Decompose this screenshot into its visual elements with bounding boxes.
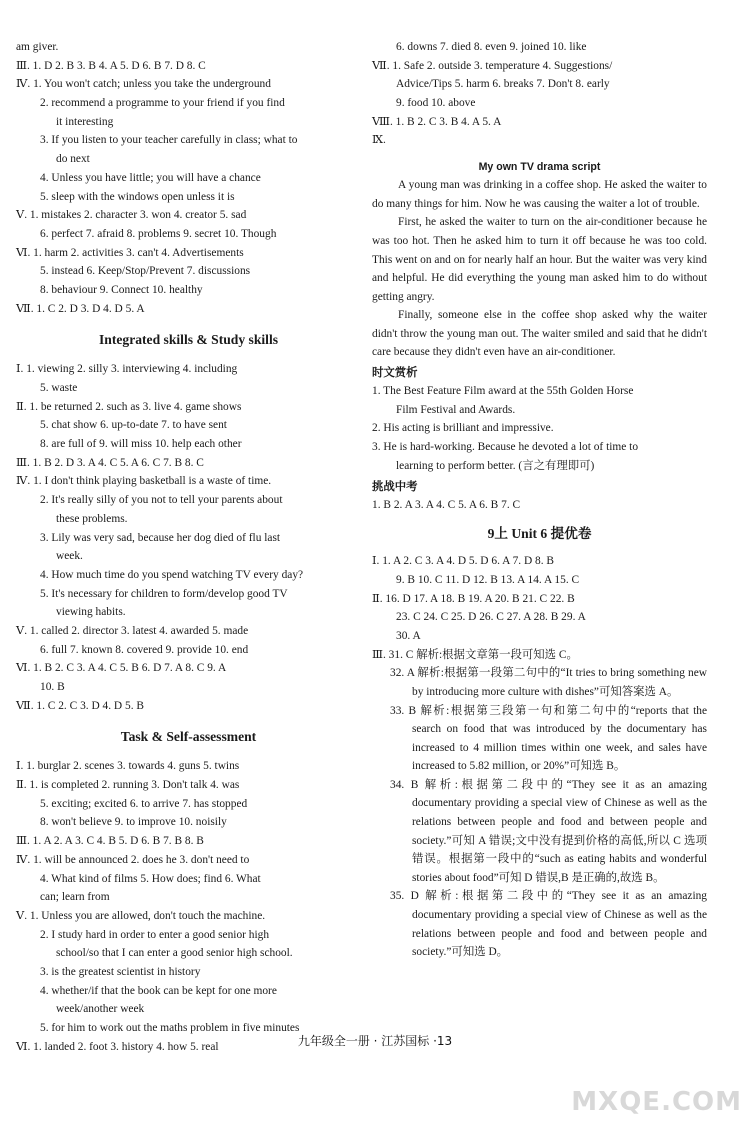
answer-line: Ⅷ. 1. B 2. C 3. B 4. A 5. A	[372, 115, 502, 128]
answer-line: week.	[56, 550, 83, 563]
answer-line: Ⅰ. 1. burglar 2. scenes 3. towards 4. guns 5. twins	[16, 760, 240, 773]
exam-answers: 1. B 2. A 3. A 4. C 5. A 6. B 7. C	[372, 498, 521, 511]
essay-paragraph: First, he asked the waiter to turn on the air-conditioner because he was too hot. Then he asked him to turn it off because he was too cold. This went on and on for nearly half an hour. But the waiter was very kind and helpful. He did everything the young man asked him to do without getting angry.	[372, 216, 707, 303]
answer-line: Ⅳ. 1. I don't think playing basketball is a waste of time.	[16, 475, 272, 488]
answer-line: Ⅵ. 1. harm 2. activities 3. can't 4. Advertisements	[16, 246, 244, 259]
answer-line: 6. full 7. known 8. covered 9. provide 10. end	[40, 643, 249, 656]
answer-block-task	[16, 757, 361, 1056]
answer-line: Ⅵ. 1. B 2. C 3. A 4. C 5. B 6. D 7. A 8. C 9. A	[16, 662, 227, 675]
answer-line: school/so that I can enter a good senior high school.	[56, 947, 293, 960]
answer-line: 23. C 24. C 25. D 26. C 27. A 28. B 29. A	[396, 611, 586, 624]
answer-line: learning to perform better. (言之有理即可)	[396, 459, 595, 472]
answer-line: Ⅰ. 1. viewing 2. silly 3. interviewing 4. including	[16, 363, 238, 376]
essay-title: My own TV drama script	[478, 161, 601, 174]
analysis-block	[372, 664, 707, 962]
answer-line: Ⅱ. 1. be returned 2. such as 3. live 4. game shows	[16, 400, 242, 413]
answer-line: week/another week	[56, 1003, 145, 1016]
analysis-item: 34. B 解析:根据第二段中的“They see it as an amazing documentary providing a special view of Chinese as well as the relations between people and food and between people and society.”可知 A 错误;文中没有提到价格的高低,所以 C 选项错误。根据第一段中的“such as eating habits and wonderful stories about food”可知 D 错误,B 是正确的,故选 B。	[390, 778, 707, 884]
answer-line: 2. recommend a programme to your friend if you find	[40, 97, 285, 110]
answer-line: 3. Lily was very sad, because her dog died of flu last	[40, 531, 281, 544]
answer-line: 4. Unless you have little; you will have a chance	[40, 171, 261, 184]
answer-line: Ⅵ. 1. landed 2. foot 3. history 4. how 5. real	[16, 1040, 219, 1053]
answer-line: 30. A	[396, 629, 421, 642]
unit-answers	[372, 552, 707, 664]
analysis-item: 35. D 解析:根据第二段中的“They see it as an amazing documentary providing a special view of Chinese as well as the relations between people and food and between people and society.”可知选 D。	[390, 890, 707, 959]
answer-line: Ⅲ. 1. D 2. B 3. B 4. A 5. D 6. B 7. D 8. C	[16, 59, 206, 72]
answer-line: 2. His acting is brilliant and impressive.	[372, 422, 554, 435]
answer-block-integrated	[16, 360, 361, 715]
answer-line: 5. for him to work out the maths problem in five minutes	[40, 1022, 300, 1034]
right-column	[372, 38, 707, 962]
site-watermark: MXQE.COM	[571, 1087, 742, 1117]
answer-line: 1. The Best Feature Film award at the 55th Golden Horse	[372, 385, 634, 398]
answer-line: 10. B	[40, 681, 65, 693]
answer-line: Ⅶ. 1. Safe 2. outside 3. temperature 4. Suggestions/	[372, 59, 613, 72]
section-heading-integrated: Integrated skills & Study skills	[98, 332, 279, 348]
answer-line: Ⅲ. 1. A 2. A 3. C 4. B 5. D 6. B 7. B 8. B	[16, 835, 204, 848]
answer-line: 2. I study hard in order to enter a good senior high	[40, 928, 270, 941]
answer-line: am giver.	[16, 41, 59, 53]
analysis-item: 33. B 解析:根据第三段第一句和第二句中的“reports that the search on food that was introduced by the documentary has increased to 4 million times within one week, and sales have increased to 5.82 million, or 20%”可知选 B。	[390, 704, 707, 773]
answer-line: 5. instead 6. Keep/Stop/Prevent 7. discussions	[40, 265, 251, 278]
answer-line: viewing habits.	[56, 606, 126, 619]
news-label: 时文赏析	[372, 365, 418, 380]
answer-line: 4. whether/if that the book can be kept for one more	[40, 984, 277, 997]
answer-line: 4. How much time do you spend watching TV every day?	[40, 568, 304, 581]
essay-body	[372, 176, 707, 362]
answer-line: Ⅱ. 1. is completed 2. running 3. Don't talk 4. was	[16, 779, 240, 792]
answer-line: Ⅴ. 1. Unless you are allowed, don't touch the machine.	[16, 909, 266, 922]
answer-line: Ⅴ. 1. mistakes 2. character 3. won 4. creator 5. sad	[16, 209, 247, 222]
answer-line: 5. exciting; excited 6. to arrive 7. has stopped	[40, 797, 248, 810]
answer-line: 5. sleep with the windows open unless it is	[40, 190, 235, 203]
left-column	[16, 38, 361, 1056]
answer-line: it interesting	[56, 115, 114, 128]
essay-paragraph: A young man was drinking in a coffee shop. He asked the waiter to do many things for him. Now he was causing the waiter a lot of trouble.	[372, 179, 707, 210]
essay-paragraph: Finally, someone else in the coffee shop asked why the waiter didn't throw the young man out. The waiter smiled and said that he didn't care because they didn't even have an air-conditioner.	[372, 309, 707, 359]
news-answers	[372, 382, 707, 475]
page-footer: 九年级全一册 · 江苏国标 ·13	[297, 1034, 453, 1048]
answer-line: 3. If you listen to your teacher carefully in class; what to	[40, 134, 298, 147]
analysis-item: 32. A 解析:根据第一段第二句中的“It tries to bring something new by introducing more culture with dishes”可知答案选 A。	[390, 667, 707, 698]
answer-line: 5. waste	[40, 382, 78, 394]
answer-block-top	[16, 38, 361, 318]
answer-line: can; learn from	[40, 891, 110, 904]
answer-line: these problems.	[56, 512, 128, 525]
answer-line: Ⅳ. 1. will be announced 2. does he 3. don't need to	[16, 853, 250, 866]
answer-line: 4. What kind of films 5. How does; find 6. What	[40, 872, 261, 885]
exam-label: 挑战中考	[372, 478, 418, 493]
unit-heading: 9上 Unit 6 提优卷	[487, 526, 592, 542]
answer-line: Film Festival and Awards.	[396, 403, 516, 416]
answer-line: Advice/Tips 5. harm 6. breaks 7. Don't 8. early	[396, 78, 610, 91]
answer-line: 8. are full of 9. will miss 10. help each other	[40, 438, 242, 451]
answer-line: Ⅲ. 1. B 2. D 3. A 4. C 5. A 6. C 7. B 8. C	[16, 456, 204, 469]
answer-line: Ⅶ. 1. C 2. C 3. D 4. D 5. B	[16, 699, 144, 712]
answer-line: 2. It's really silly of you not to tell your parents about	[40, 494, 283, 507]
answer-line: 3. He is hard-working. Because he devoted a lot of time to	[372, 441, 639, 454]
answer-line: 9. B 10. C 11. D 12. B 13. A 14. A 15. C	[396, 573, 580, 586]
answer-line: 3. is the greatest scientist in history	[40, 965, 201, 978]
answer-line: 9. food 10. above	[396, 97, 476, 110]
answer-block-top-right	[372, 38, 707, 150]
answer-line: 8. behaviour 9. Connect 10. healthy	[40, 283, 203, 296]
answer-line: Ⅰ. 1. A 2. C 3. A 4. D 5. D 6. A 7. D 8. B	[372, 555, 555, 568]
answer-line: 6. perfect 7. afraid 8. problems 9. secret 10. Though	[40, 227, 277, 240]
answer-line: Ⅲ. 31. C 解析:根据文章第一段可知选 C。	[372, 648, 578, 661]
answer-line: 5. It's necessary for children to form/develop good TV	[40, 587, 288, 600]
section-heading-task: Task & Self-assessment	[120, 729, 257, 745]
answer-line: 6. downs 7. died 8. even 9. joined 10. like	[396, 41, 587, 53]
answer-line: Ⅴ. 1. called 2. director 3. latest 4. awarded 5. made	[16, 624, 249, 637]
answer-line: Ⅸ.	[372, 134, 386, 147]
answer-line: Ⅳ. 1. You won't catch; unless you take the underground	[16, 78, 271, 91]
answer-line: 8. won't believe 9. to improve 10. noisily	[40, 816, 227, 829]
answer-line: Ⅱ. 16. D 17. A 18. B 19. A 20. B 21. C 22. B	[372, 592, 575, 605]
answer-line: 5. chat show 6. up-to-date 7. to have sent	[40, 419, 227, 432]
answer-line: do next	[56, 153, 90, 166]
answer-line: Ⅶ. 1. C 2. D 3. D 4. D 5. A	[16, 302, 145, 315]
